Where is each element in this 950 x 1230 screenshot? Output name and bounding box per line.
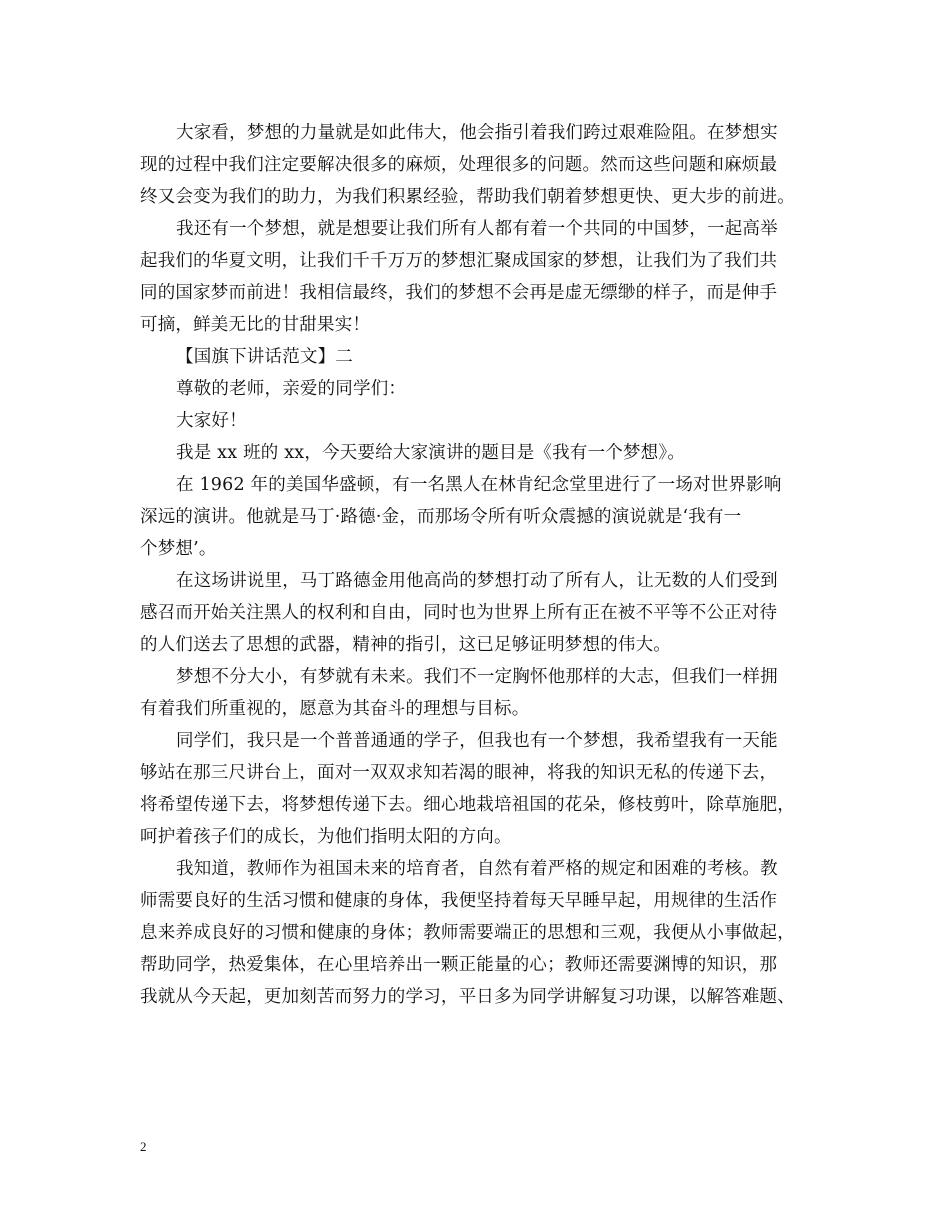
paragraph-mlk-impact <box>140 565 820 661</box>
text-line: 起我们的华夏文明，让我们千千万万的梦想汇聚成国家的梦想，让我们为了我们共 <box>140 251 778 271</box>
text-line: 终又会变为我们的助力，为我们积累经验，帮助我们朝着梦想更快、更大步的前进。 <box>140 187 795 207</box>
paragraph-teacher-dream <box>140 725 820 853</box>
text-line: 现的过程中我们注定要解决很多的麻烦，处理很多的问题。然而这些问题和麻烦最 <box>140 155 778 175</box>
text-line: 我就从今天起，更加刻苦而努力的学习，平日多为同学讲解复习功课，以解答难题、 <box>140 987 795 1007</box>
text-line: 我知道，教师作为祖国未来的培育者，自然有着严格的规定和困难的考核。教 <box>176 859 778 879</box>
paragraph-mlk-speech <box>140 469 820 565</box>
text-line: 我是 xx 班的 xx，今天要给大家演讲的题目是《我有一个梦想》。 <box>176 443 686 463</box>
paragraph-salutation <box>140 373 820 405</box>
section-heading <box>140 341 820 373</box>
text-line: 感召而开始关注黑人的权利和自由，同时也为世界上所有正在被不平等不公正对待 <box>140 603 778 623</box>
text-line: 在这场讲说里，马丁路德金用他高尚的梦想打动了所有人，让无数的人们受到 <box>176 571 778 591</box>
text-line: 帮助同学，热爱集体，在心里培养出一颗正能量的心；教师还需要渊博的知识，那 <box>140 955 778 975</box>
paragraph-china-dream <box>140 213 820 341</box>
text-line: 尊敬的老师，亲爱的同学们： <box>176 379 407 399</box>
heading-line: 【国旗下讲话范文】二 <box>176 347 353 367</box>
text-line: 够站在那三尺讲台上，面对一双双求知若渴的眼神，将我的知识无私的传递下去， <box>140 763 778 783</box>
text-line: 将希望传递下去，将梦想传递下去。细心地栽培祖国的花朵，修枝剪叶，除草施肥， <box>140 795 795 815</box>
paragraph-dream-power <box>140 117 820 213</box>
text-line: 的人们送去了思想的武器，精神的指引，这已足够证明梦想的伟大。 <box>140 635 671 655</box>
text-line: 梦想不分大小，有梦就有未来。我们不一定胸怀他那样的大志，但我们一样拥 <box>176 667 778 687</box>
text-line: 同学们，我只是一个普普通通的学子，但我也有一个梦想，我希望我有一天能 <box>176 731 778 751</box>
text-line: 大家看，梦想的力量就是如此伟大，他会指引着我们跨过艰难险阻。在梦想实 <box>176 123 778 143</box>
text-line: 在 1962 年的美国华盛顿，有一名黑人在林肯纪念堂里进行了一场对世界影响 <box>176 475 782 495</box>
text-line: 个梦想’。 <box>140 539 217 559</box>
text-line: 深远的演讲。他就是马丁·路德·金，而那场令所有听众震撼的演说就是‘我有一 <box>140 507 742 527</box>
text-line: 同的国家梦而前进！我相信最终，我们的梦想不会再是虚无缥缈的样子，而是伸手 <box>140 283 778 303</box>
text-line: 师需要良好的生活习惯和健康的身体，我便坚持着每天早睡早起，用规律的生活作 <box>140 891 778 911</box>
text-line: 呵护着孩子们的成长，为他们指明太阳的方向。 <box>140 827 512 847</box>
paragraph-teacher-requirements <box>140 853 820 1013</box>
paragraph-introduction <box>140 437 820 469</box>
text-line: 可摘，鲜美无比的甘甜果实！ <box>140 315 371 335</box>
text-line: 我还有一个梦想，就是想要让我们所有人都有着一个共同的中国梦，一起高举 <box>176 219 778 239</box>
paragraph-dream-size <box>140 661 820 725</box>
page-number: 2 <box>140 1139 147 1154</box>
text-line: 有着我们所重视的，愿意为其奋斗的理想与目标。 <box>140 699 530 719</box>
text-line: 息来养成良好的习惯和健康的身体；教师需要端正的思想和三观，我便从小事做起， <box>140 923 795 943</box>
document-body <box>140 117 820 1013</box>
paragraph-greeting <box>140 405 820 437</box>
text-line: 大家好！ <box>176 411 247 431</box>
